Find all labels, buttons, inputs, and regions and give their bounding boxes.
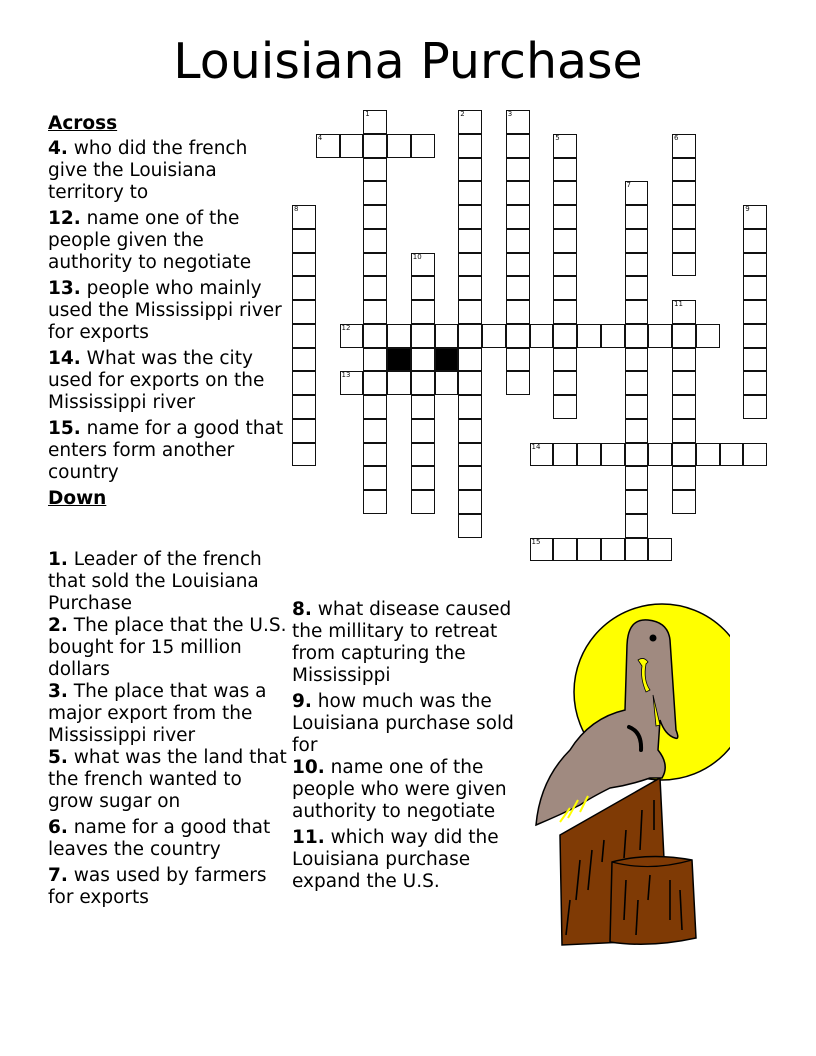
grid-cell[interactable] <box>625 300 649 324</box>
grid-cell[interactable] <box>553 324 577 348</box>
grid-cell[interactable] <box>506 134 530 158</box>
grid-cell[interactable] <box>577 324 601 348</box>
grid-cell[interactable] <box>743 324 767 348</box>
grid-cell[interactable] <box>672 205 696 229</box>
grid-cell[interactable] <box>363 158 387 182</box>
grid-cell[interactable] <box>411 443 435 467</box>
clue-number: 2 <box>460 110 465 118</box>
grid-cell[interactable] <box>482 324 506 348</box>
grid-cell[interactable] <box>340 324 364 348</box>
grid-cell[interactable] <box>411 324 435 348</box>
clue-number: 11 <box>674 300 683 308</box>
grid-cell[interactable] <box>363 134 387 158</box>
grid-cell[interactable] <box>672 253 696 277</box>
black-cell <box>435 348 459 372</box>
grid-cell[interactable] <box>625 538 649 562</box>
short-post <box>610 856 696 944</box>
grid-cell[interactable] <box>648 443 672 467</box>
grid-cell[interactable] <box>458 443 482 467</box>
grid-cell[interactable] <box>553 229 577 253</box>
grid-cell[interactable] <box>577 538 601 562</box>
clue-number: 3 <box>507 110 513 118</box>
grid-cell[interactable] <box>411 300 435 324</box>
grid-cell[interactable] <box>292 324 316 348</box>
grid-cell[interactable] <box>648 538 672 562</box>
clue-down-10: 10. name one of the people who were given authority to negotiate <box>292 757 507 822</box>
grid-cell[interactable] <box>625 348 649 372</box>
grid-cell[interactable] <box>553 300 577 324</box>
clue-number: 6 <box>674 133 679 142</box>
grid-cell[interactable] <box>363 300 387 324</box>
grid-cell[interactable] <box>553 371 577 395</box>
grid-cell[interactable] <box>411 371 435 395</box>
grid-cell[interactable] <box>363 348 387 372</box>
grid-cell[interactable] <box>411 134 435 158</box>
grid-cell[interactable] <box>625 466 649 490</box>
grid-cell[interactable] <box>601 324 625 348</box>
grid-cell[interactable] <box>553 395 577 419</box>
grid-cell[interactable] <box>743 205 767 229</box>
grid-cell[interactable] <box>625 205 649 229</box>
grid-cell[interactable] <box>506 324 530 348</box>
grid-cell[interactable] <box>696 443 720 467</box>
grid-cell[interactable] <box>743 253 767 277</box>
clue-across-14: 14. What was the city used for exports on the Mississippi river <box>48 348 265 413</box>
grid-cell[interactable] <box>625 324 649 348</box>
grid-cell[interactable] <box>387 371 411 395</box>
grid-cell[interactable] <box>743 371 767 395</box>
grid-cell[interactable] <box>625 253 649 277</box>
grid-cell[interactable] <box>387 324 411 348</box>
grid-cell[interactable] <box>506 229 530 253</box>
down-clues-column-1 <box>48 549 288 913</box>
grid-cell[interactable] <box>411 253 435 277</box>
grid-cell[interactable] <box>625 181 649 205</box>
grid-cell[interactable] <box>506 205 530 229</box>
grid-cell[interactable] <box>363 205 387 229</box>
grid-cell[interactable] <box>672 443 696 467</box>
grid-cell[interactable] <box>363 443 387 467</box>
grid-cell[interactable] <box>672 134 696 158</box>
grid-cell[interactable] <box>363 395 387 419</box>
grid-cell[interactable] <box>458 134 482 158</box>
grid-cell[interactable] <box>601 443 625 467</box>
grid-cell[interactable] <box>411 490 435 514</box>
clue-number: 12 <box>341 323 351 332</box>
grid-cell[interactable] <box>363 276 387 300</box>
grid-cell[interactable] <box>720 443 744 467</box>
grid-cell[interactable] <box>696 324 720 348</box>
clue-number: 1 <box>365 110 370 118</box>
grid-cell[interactable] <box>458 110 482 134</box>
grid-cell[interactable] <box>648 324 672 348</box>
grid-cell[interactable] <box>340 134 364 158</box>
grid-cell[interactable] <box>458 229 482 253</box>
grid-cell[interactable] <box>363 466 387 490</box>
grid-cell[interactable] <box>458 158 482 182</box>
grid-cell[interactable] <box>458 395 482 419</box>
grid-cell[interactable] <box>625 419 649 443</box>
grid-cell[interactable] <box>553 158 577 182</box>
clue-down-6: 6. name for a good that leaves the country <box>48 817 271 860</box>
grid-cell[interactable] <box>506 181 530 205</box>
grid-cell[interactable] <box>506 158 530 182</box>
grid-cell[interactable] <box>411 466 435 490</box>
clue-across-15: 15. name for a good that enters form another country <box>48 418 284 483</box>
grid-cell[interactable] <box>743 300 767 324</box>
grid-cell[interactable] <box>411 395 435 419</box>
clue-down-7: 7. was used by farmers for exports <box>48 865 267 908</box>
grid-cell[interactable] <box>743 348 767 372</box>
clue-down-1: 1. Leader of the french that sold the Louisiana Purchase <box>48 549 262 614</box>
grid-cell[interactable] <box>506 371 530 395</box>
clue-number: 14 <box>531 442 541 451</box>
clue-down-5: 5. what was the land that the french wanted to grow sugar on <box>48 747 287 812</box>
grid-cell[interactable] <box>672 490 696 514</box>
grid-cell[interactable] <box>553 538 577 562</box>
grid-cell[interactable] <box>553 181 577 205</box>
grid-cell[interactable] <box>292 348 316 372</box>
grid-cell[interactable] <box>458 348 482 372</box>
grid-cell[interactable] <box>363 324 387 348</box>
grid-cell[interactable] <box>458 253 482 277</box>
grid-cell[interactable] <box>672 324 696 348</box>
clue-number: 9 <box>745 205 750 213</box>
grid-cell[interactable] <box>292 419 316 443</box>
grid-cell[interactable] <box>458 490 482 514</box>
grid-cell[interactable] <box>292 300 316 324</box>
grid-cell[interactable] <box>458 276 482 300</box>
grid-cell[interactable] <box>506 110 530 134</box>
grid-cell[interactable] <box>553 253 577 277</box>
page-title: Louisiana Purchase <box>173 33 643 90</box>
grid-cell[interactable] <box>411 276 435 300</box>
grid-cell[interactable] <box>506 253 530 277</box>
grid-cell[interactable] <box>387 134 411 158</box>
clue-number: 13 <box>341 371 351 380</box>
grid-cell[interactable] <box>672 181 696 205</box>
across-clues <box>48 113 288 513</box>
grid-cell[interactable] <box>672 300 696 324</box>
grid-cell[interactable] <box>292 395 316 419</box>
grid-cell[interactable] <box>625 443 649 467</box>
clue-down-11: 11. which way did the Louisiana purchase expand the U.S. <box>292 827 499 892</box>
clue-across-13: 13. people who mainly used the Mississippi river for exports <box>48 278 282 343</box>
grid-cell[interactable] <box>672 395 696 419</box>
grid-cell[interactable] <box>672 348 696 372</box>
grid-cell[interactable] <box>553 205 577 229</box>
grid-cell[interactable] <box>553 134 577 158</box>
grid-cell[interactable] <box>363 229 387 253</box>
pelican-eye <box>650 635 657 642</box>
clue-number: 7 <box>626 181 631 190</box>
grid-cell[interactable] <box>292 276 316 300</box>
grid-cell[interactable] <box>530 538 554 562</box>
grid-cell[interactable] <box>292 205 316 229</box>
grid-cell[interactable] <box>363 253 387 277</box>
grid-cell[interactable] <box>530 324 554 348</box>
grid-cell[interactable] <box>411 348 435 372</box>
grid-cell[interactable] <box>363 419 387 443</box>
grid-cell[interactable] <box>553 443 577 467</box>
grid-cell[interactable] <box>672 229 696 253</box>
grid-cell[interactable] <box>625 229 649 253</box>
grid-cell[interactable] <box>458 419 482 443</box>
grid-cell[interactable] <box>506 300 530 324</box>
grid-cell[interactable] <box>363 371 387 395</box>
grid-cell[interactable] <box>340 371 364 395</box>
grid-cell[interactable] <box>292 371 316 395</box>
grid-cell[interactable] <box>363 490 387 514</box>
grid-cell[interactable] <box>435 371 459 395</box>
grid-cell[interactable] <box>601 538 625 562</box>
grid-cell[interactable] <box>292 443 316 467</box>
across-heading: Across <box>48 113 118 134</box>
grid-cell[interactable] <box>553 276 577 300</box>
clue-down-9: 9. how much was the Louisiana purchase sold for <box>292 691 514 756</box>
grid-cell[interactable] <box>458 371 482 395</box>
grid-cell[interactable] <box>363 110 387 134</box>
grid-cell[interactable] <box>625 276 649 300</box>
clue-number: 8 <box>294 205 299 213</box>
grid-cell[interactable] <box>577 443 601 467</box>
grid-cell[interactable] <box>316 134 340 158</box>
grid-cell[interactable] <box>743 229 767 253</box>
grid-cell[interactable] <box>743 443 767 467</box>
clue-number: 15 <box>531 537 541 546</box>
grid-cell[interactable] <box>506 348 530 372</box>
clue-number: 10 <box>412 252 422 261</box>
grid-cell[interactable] <box>553 348 577 372</box>
grid-cell[interactable] <box>458 514 482 538</box>
clue-down-8: 8. what disease caused the millitary to retreat from capturing the Mississippi <box>292 599 512 686</box>
grid-cell[interactable] <box>672 419 696 443</box>
grid-cell[interactable] <box>672 371 696 395</box>
grid-cell[interactable] <box>625 395 649 419</box>
pelican-illustration <box>530 600 730 950</box>
down-clues-column-2 <box>292 599 532 897</box>
grid-cell[interactable] <box>743 395 767 419</box>
grid-cell[interactable] <box>458 300 482 324</box>
grid-cell[interactable] <box>625 490 649 514</box>
clue-down-2: 2. The place that the U.S. bought for 15 million dollars <box>48 615 287 680</box>
grid-cell[interactable] <box>625 371 649 395</box>
clue-down-3: 3. The place that was a major export from the Mississippi river <box>48 681 267 746</box>
clue-across-12: 12. name one of the people given the authority to negotiate <box>48 208 252 273</box>
grid-cell[interactable] <box>506 276 530 300</box>
grid-cell[interactable] <box>625 514 649 538</box>
grid-cell[interactable] <box>672 158 696 182</box>
black-cell <box>387 348 411 372</box>
grid-cell[interactable] <box>458 181 482 205</box>
grid-cell[interactable] <box>292 229 316 253</box>
clue-number: 4 <box>317 133 323 142</box>
grid-cell[interactable] <box>435 324 459 348</box>
grid-cell[interactable] <box>743 276 767 300</box>
grid-cell[interactable] <box>530 443 554 467</box>
down-heading: Down <box>48 488 107 509</box>
clue-number: 5 <box>555 133 560 142</box>
grid-cell[interactable] <box>458 466 482 490</box>
grid-cell[interactable] <box>411 419 435 443</box>
grid-cell[interactable] <box>458 324 482 348</box>
grid-cell[interactable] <box>292 253 316 277</box>
clue-across-4: 4. who did the french give the Louisiana territory to <box>48 138 248 203</box>
grid-cell[interactable] <box>672 466 696 490</box>
grid-cell[interactable] <box>458 205 482 229</box>
grid-cell[interactable] <box>363 181 387 205</box>
